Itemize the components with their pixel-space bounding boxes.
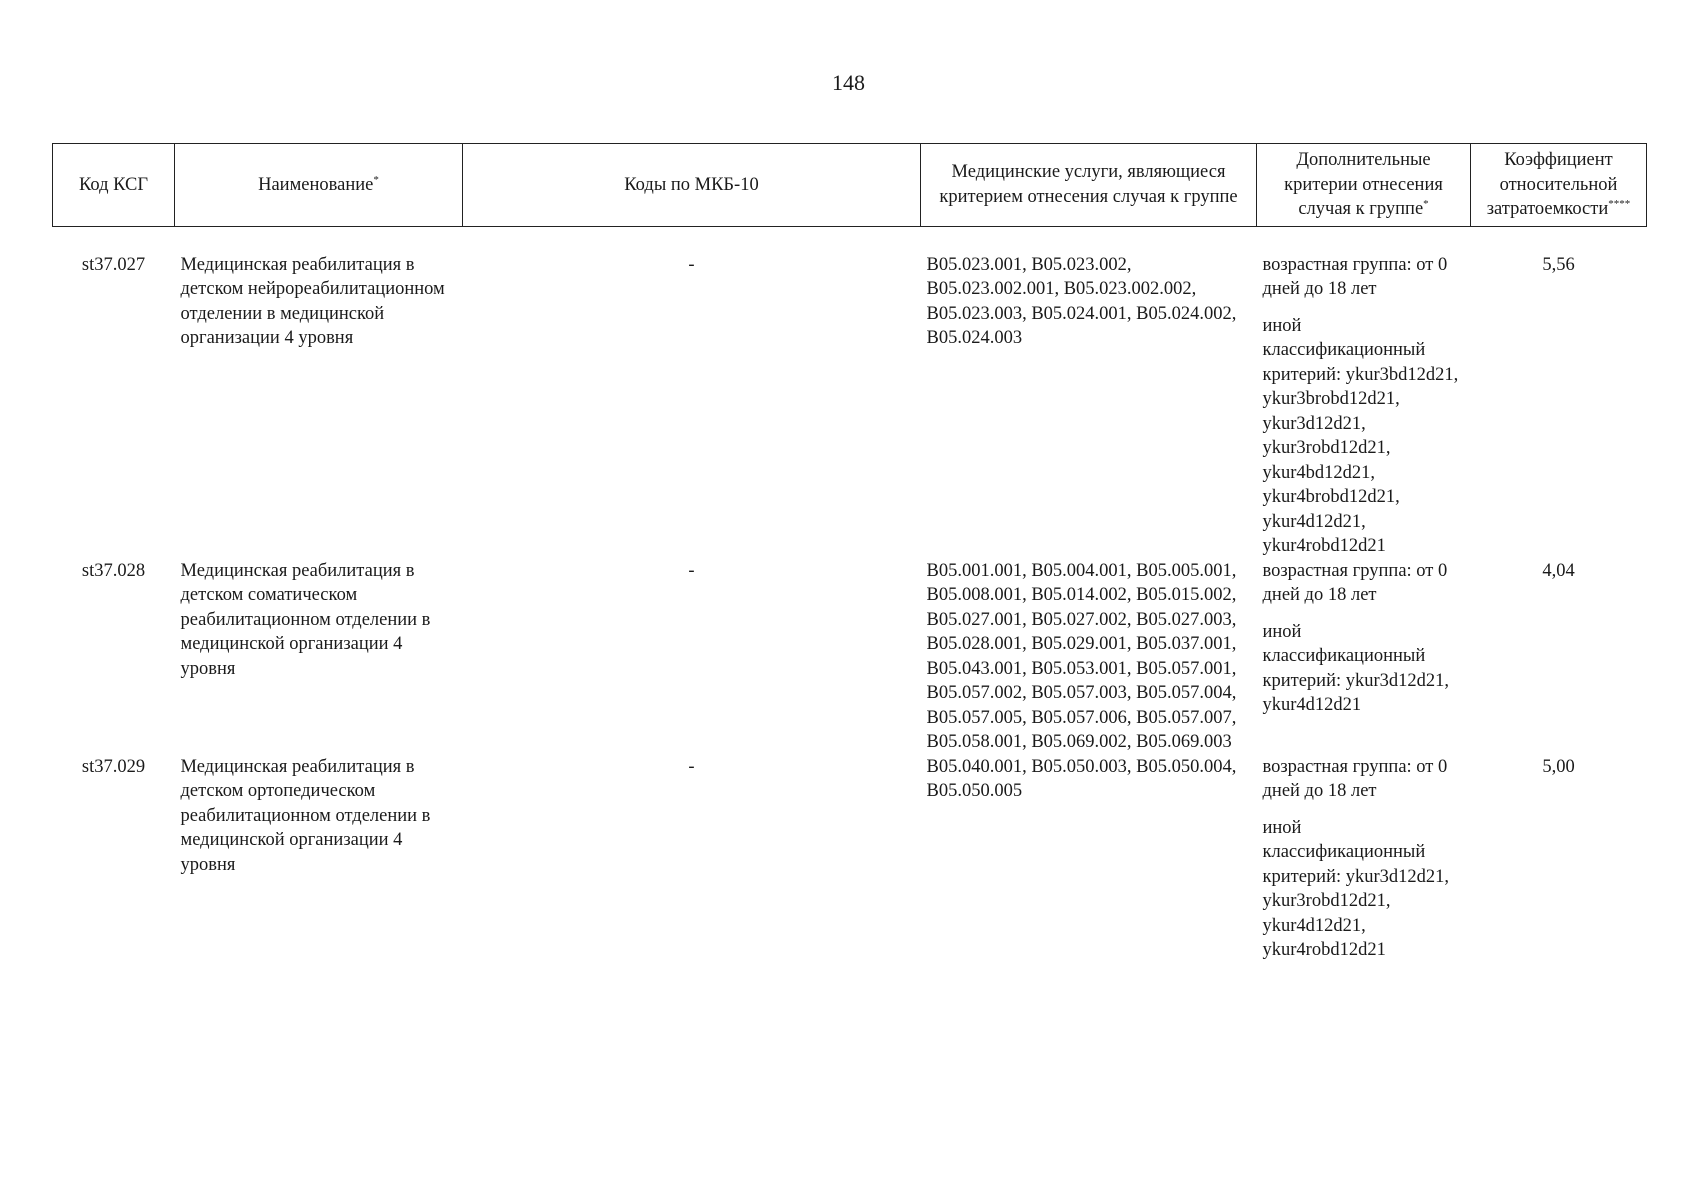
cell-coefficient: 5,00 [1542, 756, 1575, 777]
criteria-other: иной классификационный критерий: ykur3d12d21, ykur4d12d21 [1262, 621, 1450, 715]
cell-code: st37.027 [81, 254, 146, 275]
header-coefficient-text: Коэффициент относительной затратоемкости [1486, 150, 1618, 219]
cell-name: Медицинская реабилитация в детском соматическом реабилитационном отделении в медицинской организации 4 уровня [180, 560, 431, 679]
cell-code: st37.028 [81, 560, 146, 581]
cell-coefficient: 5,56 [1542, 254, 1575, 275]
header-name-text: Наименование [258, 174, 374, 195]
criteria-age: возрастная группа: от 0 дней до 18 лет [1262, 756, 1448, 801]
header-code-text: Код КСГ [78, 174, 149, 195]
spacer-row [53, 226, 1647, 253]
table-header-row [53, 144, 1647, 227]
cell-name: Медицинская реабилитация в детском ортопедическом реабилитационном отделении в медицинской организации 4 уровня [180, 756, 431, 875]
cell-code: st37.029 [81, 756, 146, 777]
cell-name: Медицинская реабилитация в детском нейрореабилитационном отделении в медицинской организации 4 уровня [180, 254, 445, 348]
header-coefficient-footnote-mark: **** [1608, 198, 1631, 210]
header-icd-text: Коды по МКБ-10 [624, 174, 759, 195]
header-name-footnote-mark: * [373, 173, 379, 186]
table-row [53, 253, 1647, 559]
header-coefficient [1471, 144, 1647, 227]
cell-services: B05.040.001, B05.050.003, B05.050.004, B05.050.005 [926, 756, 1237, 801]
cell-additional-criteria [1257, 253, 1471, 559]
table-row [53, 755, 1647, 963]
header-services-text: Медицинские услуги, являющиеся критерием отнесения случая к группе [939, 162, 1238, 207]
header-icd [463, 144, 921, 227]
criteria-age: возрастная группа: от 0 дней до 18 лет [1262, 560, 1448, 605]
criteria-age: возрастная группа: от 0 дней до 18 лет [1262, 254, 1448, 299]
header-additional-text: Дополнительные критерии отнесения случая к группе [1284, 150, 1443, 219]
criteria-other: иной классификационный критерий: ykur3bd12d21, ykur3brobd12d21, ykur3d12d21, ykur3robd12d21, ykur4bd12d21, ykur4brobd12d21, ykur4d12d21, ykur4robd12d21 [1262, 315, 1459, 556]
cell-additional-criteria [1257, 559, 1471, 755]
header-services [921, 144, 1257, 227]
cell-additional-criteria [1257, 755, 1471, 963]
header-additional-footnote-mark: * [1423, 198, 1429, 210]
table-row [53, 559, 1647, 755]
cell-icd: - [688, 254, 695, 275]
page-number: 148 [832, 70, 865, 95]
header-name [175, 144, 463, 227]
cell-icd: - [688, 756, 695, 777]
ksg-table [52, 143, 1647, 963]
criteria-other: иной классификационный критерий: ykur3d12d21, ykur3robd12d21, ykur4d12d21, ykur4robd12d21 [1262, 817, 1450, 960]
cell-coefficient: 4,04 [1542, 560, 1575, 581]
spacer-cell [53, 226, 1647, 253]
cell-icd: - [688, 560, 695, 581]
cell-services: B05.001.001, B05.004.001, B05.005.001, B05.008.001, B05.014.002, B05.015.002, B05.027.001, B05.027.002, B05.027.003, B05.028.001, B05.029.001, B05.037.001, B05.043.001, B05.053.001, B05.057.001, B05.057.002, B05.057.003, B05.057.004, B05.057.005, B05.057.006, B05.057.007, B05.058.001, B05.069.002, B05.069.003 [926, 560, 1237, 752]
cell-services: B05.023.001, B05.023.002, B05.023.002.001, B05.023.002.002, B05.023.003, B05.024.001, B05.024.002, B05.024.003 [926, 254, 1237, 348]
header-code [53, 144, 175, 227]
header-additional-criteria [1257, 144, 1471, 227]
